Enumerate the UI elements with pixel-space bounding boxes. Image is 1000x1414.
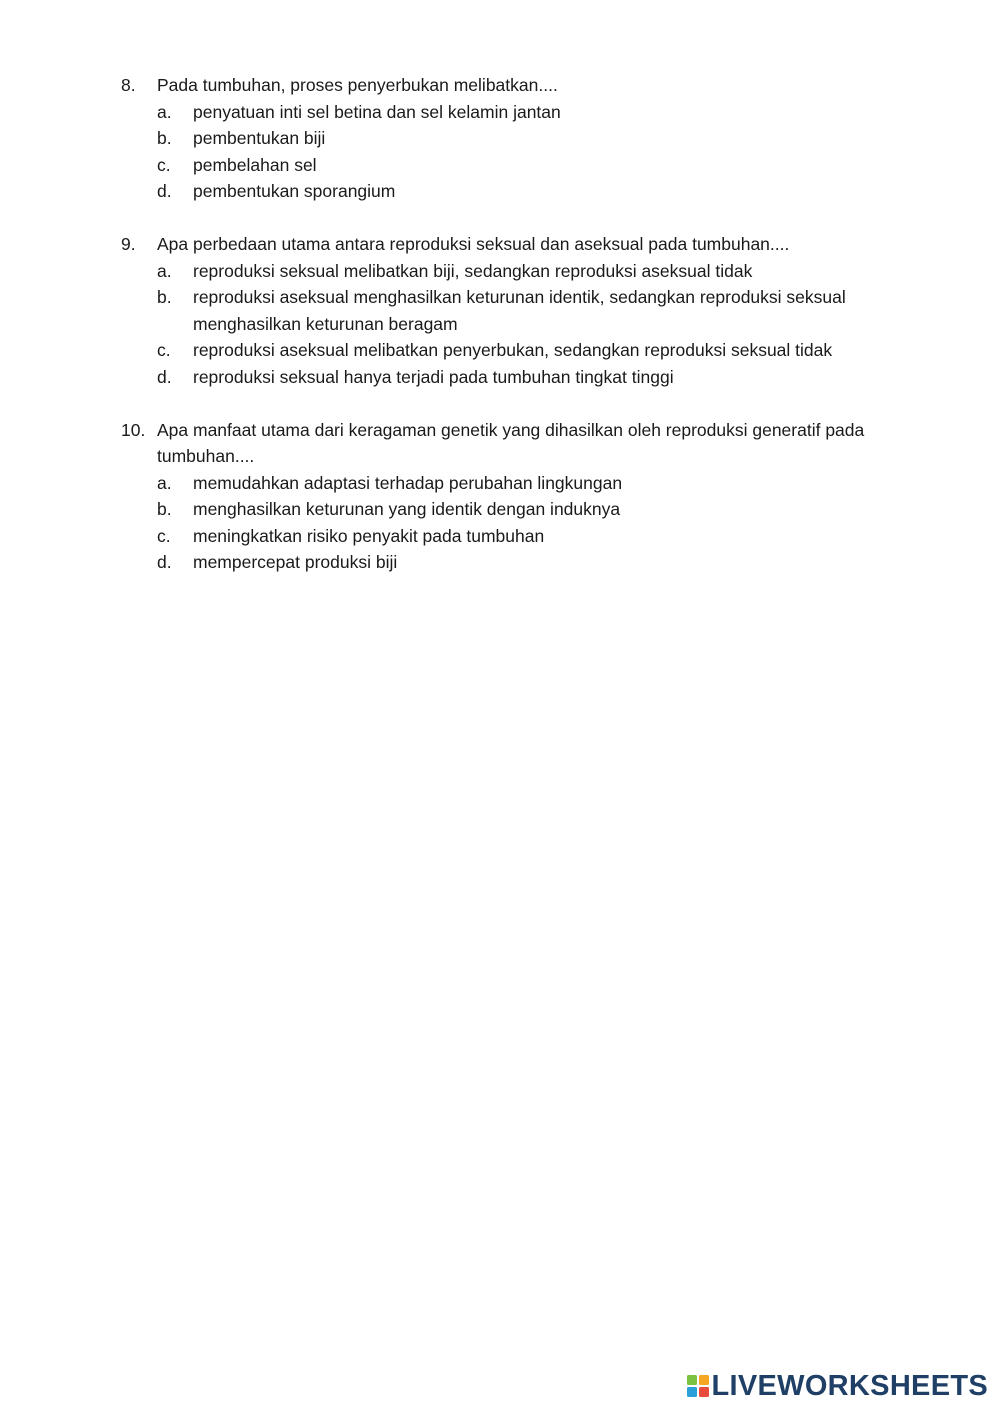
question-text: Apa manfaat utama dari keragaman genetik yang dihasilkan oleh reproduksi generatif pada tumbuhan.... <box>157 419 865 466</box>
liveworksheets-logo-icon <box>687 1375 709 1397</box>
option-b <box>157 284 881 337</box>
option-d <box>157 364 881 391</box>
question-8 <box>121 72 881 205</box>
option-c <box>157 152 881 179</box>
option-text: reproduksi aseksual menghasilkan keturunan identik, sedangkan reproduksi seksual menghasilkan keturunan beragam <box>193 287 846 334</box>
option-letter: a. <box>157 260 172 281</box>
option-b <box>157 496 881 523</box>
option-letter: b. <box>157 499 172 519</box>
option-letter: b. <box>157 128 172 148</box>
liveworksheets-logo[interactable] <box>687 1368 989 1404</box>
question-number: 8. <box>121 75 136 95</box>
option-letter: a. <box>157 101 172 122</box>
question-row <box>121 72 881 99</box>
option-letter: d. <box>157 181 172 201</box>
option-a <box>157 99 881 126</box>
option-letter: d. <box>157 366 172 387</box>
option-text: memudahkan adaptasi terhadap perubahan lingkungan <box>193 472 623 493</box>
question-text: Pada tumbuhan, proses penyerbukan melibatkan.... <box>157 75 558 95</box>
question-text: Apa perbedaan utama antara reproduksi seksual dan aseksual pada tumbuhan.... <box>157 234 790 254</box>
option-text: pembentukan biji <box>193 128 326 148</box>
option-text: mempercepat produksi biji <box>193 552 398 572</box>
question-row <box>121 417 881 470</box>
option-letter: b. <box>157 287 172 307</box>
option-text: reproduksi seksual melibatkan biji, sedangkan reproduksi aseksual tidak <box>193 260 753 281</box>
option-a <box>157 258 881 285</box>
question-row <box>121 231 881 258</box>
question-9 <box>121 231 881 390</box>
logo-tile <box>687 1375 697 1385</box>
option-c <box>157 337 881 364</box>
option-text: menghasilkan keturunan yang identik dengan induknya <box>193 499 621 519</box>
option-letter: d. <box>157 552 172 572</box>
question-number: 9. <box>121 234 136 254</box>
option-b <box>157 125 881 152</box>
option-text: meningkatkan risiko penyakit pada tumbuhan <box>193 525 545 546</box>
option-c <box>157 523 881 550</box>
option-text: reproduksi aseksual melibatkan penyerbukan, sedangkan reproduksi seksual tidak <box>193 340 833 360</box>
option-list <box>121 99 881 205</box>
question-number: 10. <box>121 419 146 440</box>
option-letter: c. <box>157 525 171 546</box>
option-d <box>157 549 881 576</box>
logo-tile <box>699 1387 709 1397</box>
option-text: pembelahan sel <box>193 154 317 175</box>
option-a <box>157 470 881 497</box>
option-letter: c. <box>157 154 171 175</box>
option-d <box>157 178 881 205</box>
option-text: penyatuan inti sel betina dan sel kelamin jantan <box>193 101 561 122</box>
logo-text: LIVEWORKSHEETS <box>711 1369 988 1402</box>
question-10 <box>121 417 881 576</box>
logo-tile <box>699 1375 709 1385</box>
option-list <box>121 258 881 391</box>
option-list <box>121 470 881 576</box>
worksheet <box>121 72 881 602</box>
option-letter: c. <box>157 340 171 360</box>
logo-tile <box>687 1387 697 1397</box>
option-text: reproduksi seksual hanya terjadi pada tumbuhan tingkat tinggi <box>193 366 674 387</box>
option-letter: a. <box>157 472 172 493</box>
option-text: pembentukan sporangium <box>193 181 396 201</box>
